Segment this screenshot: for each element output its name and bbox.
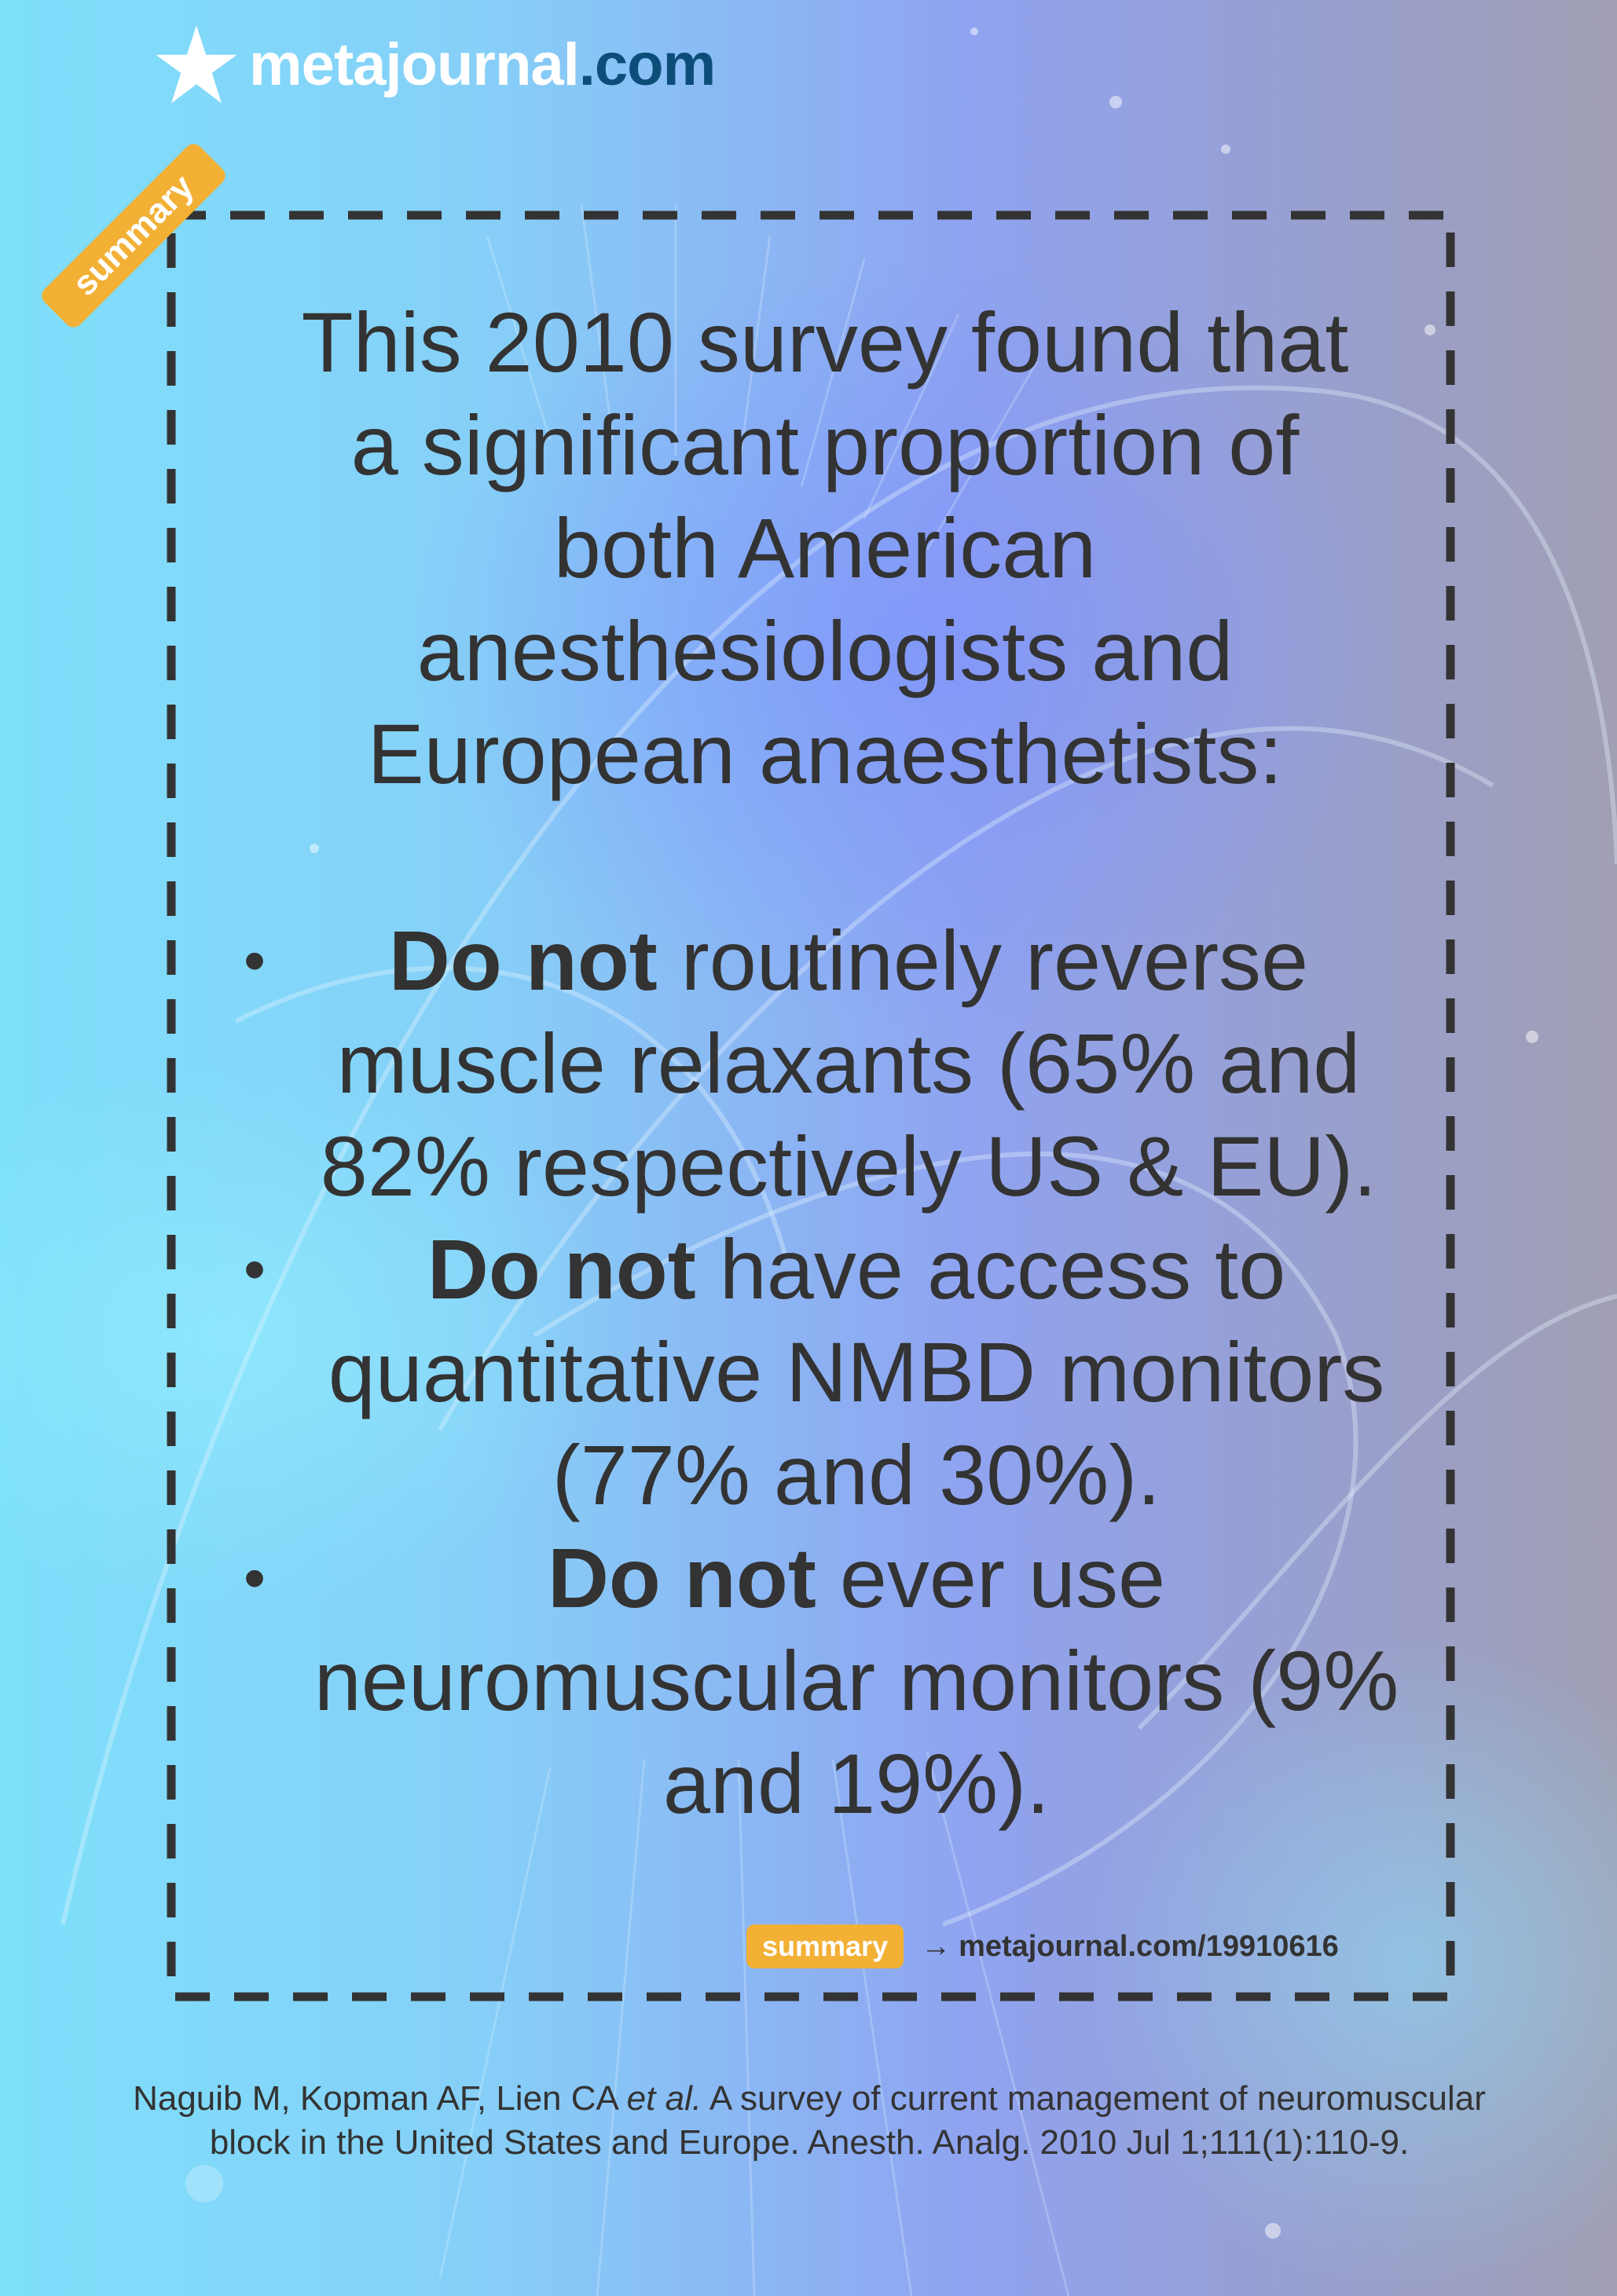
- summary-ribbon: summary: [38, 140, 229, 331]
- star-icon: [153, 22, 240, 108]
- bullet-dot: •: [244, 1234, 266, 1304]
- citation-authors: Naguib M, Kopman AF, Lien CA: [133, 2079, 627, 2118]
- arrow-right-icon: →: [921, 1929, 952, 1963]
- bullet-text: routinely reverse muscle relaxants (65% and 82% respectively US & EU).: [320, 913, 1377, 1214]
- summary-intro: This 2010 survey found that a significant proportion of both American anesthesiologists and European anaesthetists:: [301, 295, 1349, 801]
- summary-content: [204, 291, 1446, 1835]
- bullet-item: [204, 1218, 1446, 1526]
- summary-bullets: [204, 909, 1446, 1835]
- summary-link[interactable]: [746, 1923, 1339, 1970]
- summary-url[interactable]: metajournal.com/19910616: [959, 1929, 1339, 1963]
- bullet-text: have access to quantitative NMBD monitors (77% and 30%).: [328, 1221, 1385, 1522]
- bullet-bold: Do not: [427, 1221, 696, 1316]
- logo-name: metajournal: [249, 31, 579, 98]
- citation-etal: et al.: [626, 2079, 702, 2118]
- bullet-item: [204, 1526, 1446, 1835]
- logo-wordmark: [249, 31, 716, 98]
- bullet-text: ever use neuromuscular monitors (9% and 19%).: [314, 1530, 1399, 1831]
- bullet-bold: Do not: [547, 1530, 816, 1625]
- bullet-dot: •: [244, 1543, 266, 1613]
- bullet-dot: •: [244, 925, 266, 995]
- citation-rest: A survey of current management of neuromuscular block in the United States and Europe. Anesth. Analg. 2010 Jul 1;111(1):110-9.: [209, 2079, 1486, 2162]
- bullet-bold: Do not: [388, 913, 658, 1008]
- citation: [126, 2077, 1493, 2165]
- bullet-item: [204, 909, 1446, 1218]
- site-logo[interactable]: [153, 22, 715, 108]
- logo-tld: .com: [578, 31, 716, 98]
- summary-badge: summary: [746, 1924, 904, 1968]
